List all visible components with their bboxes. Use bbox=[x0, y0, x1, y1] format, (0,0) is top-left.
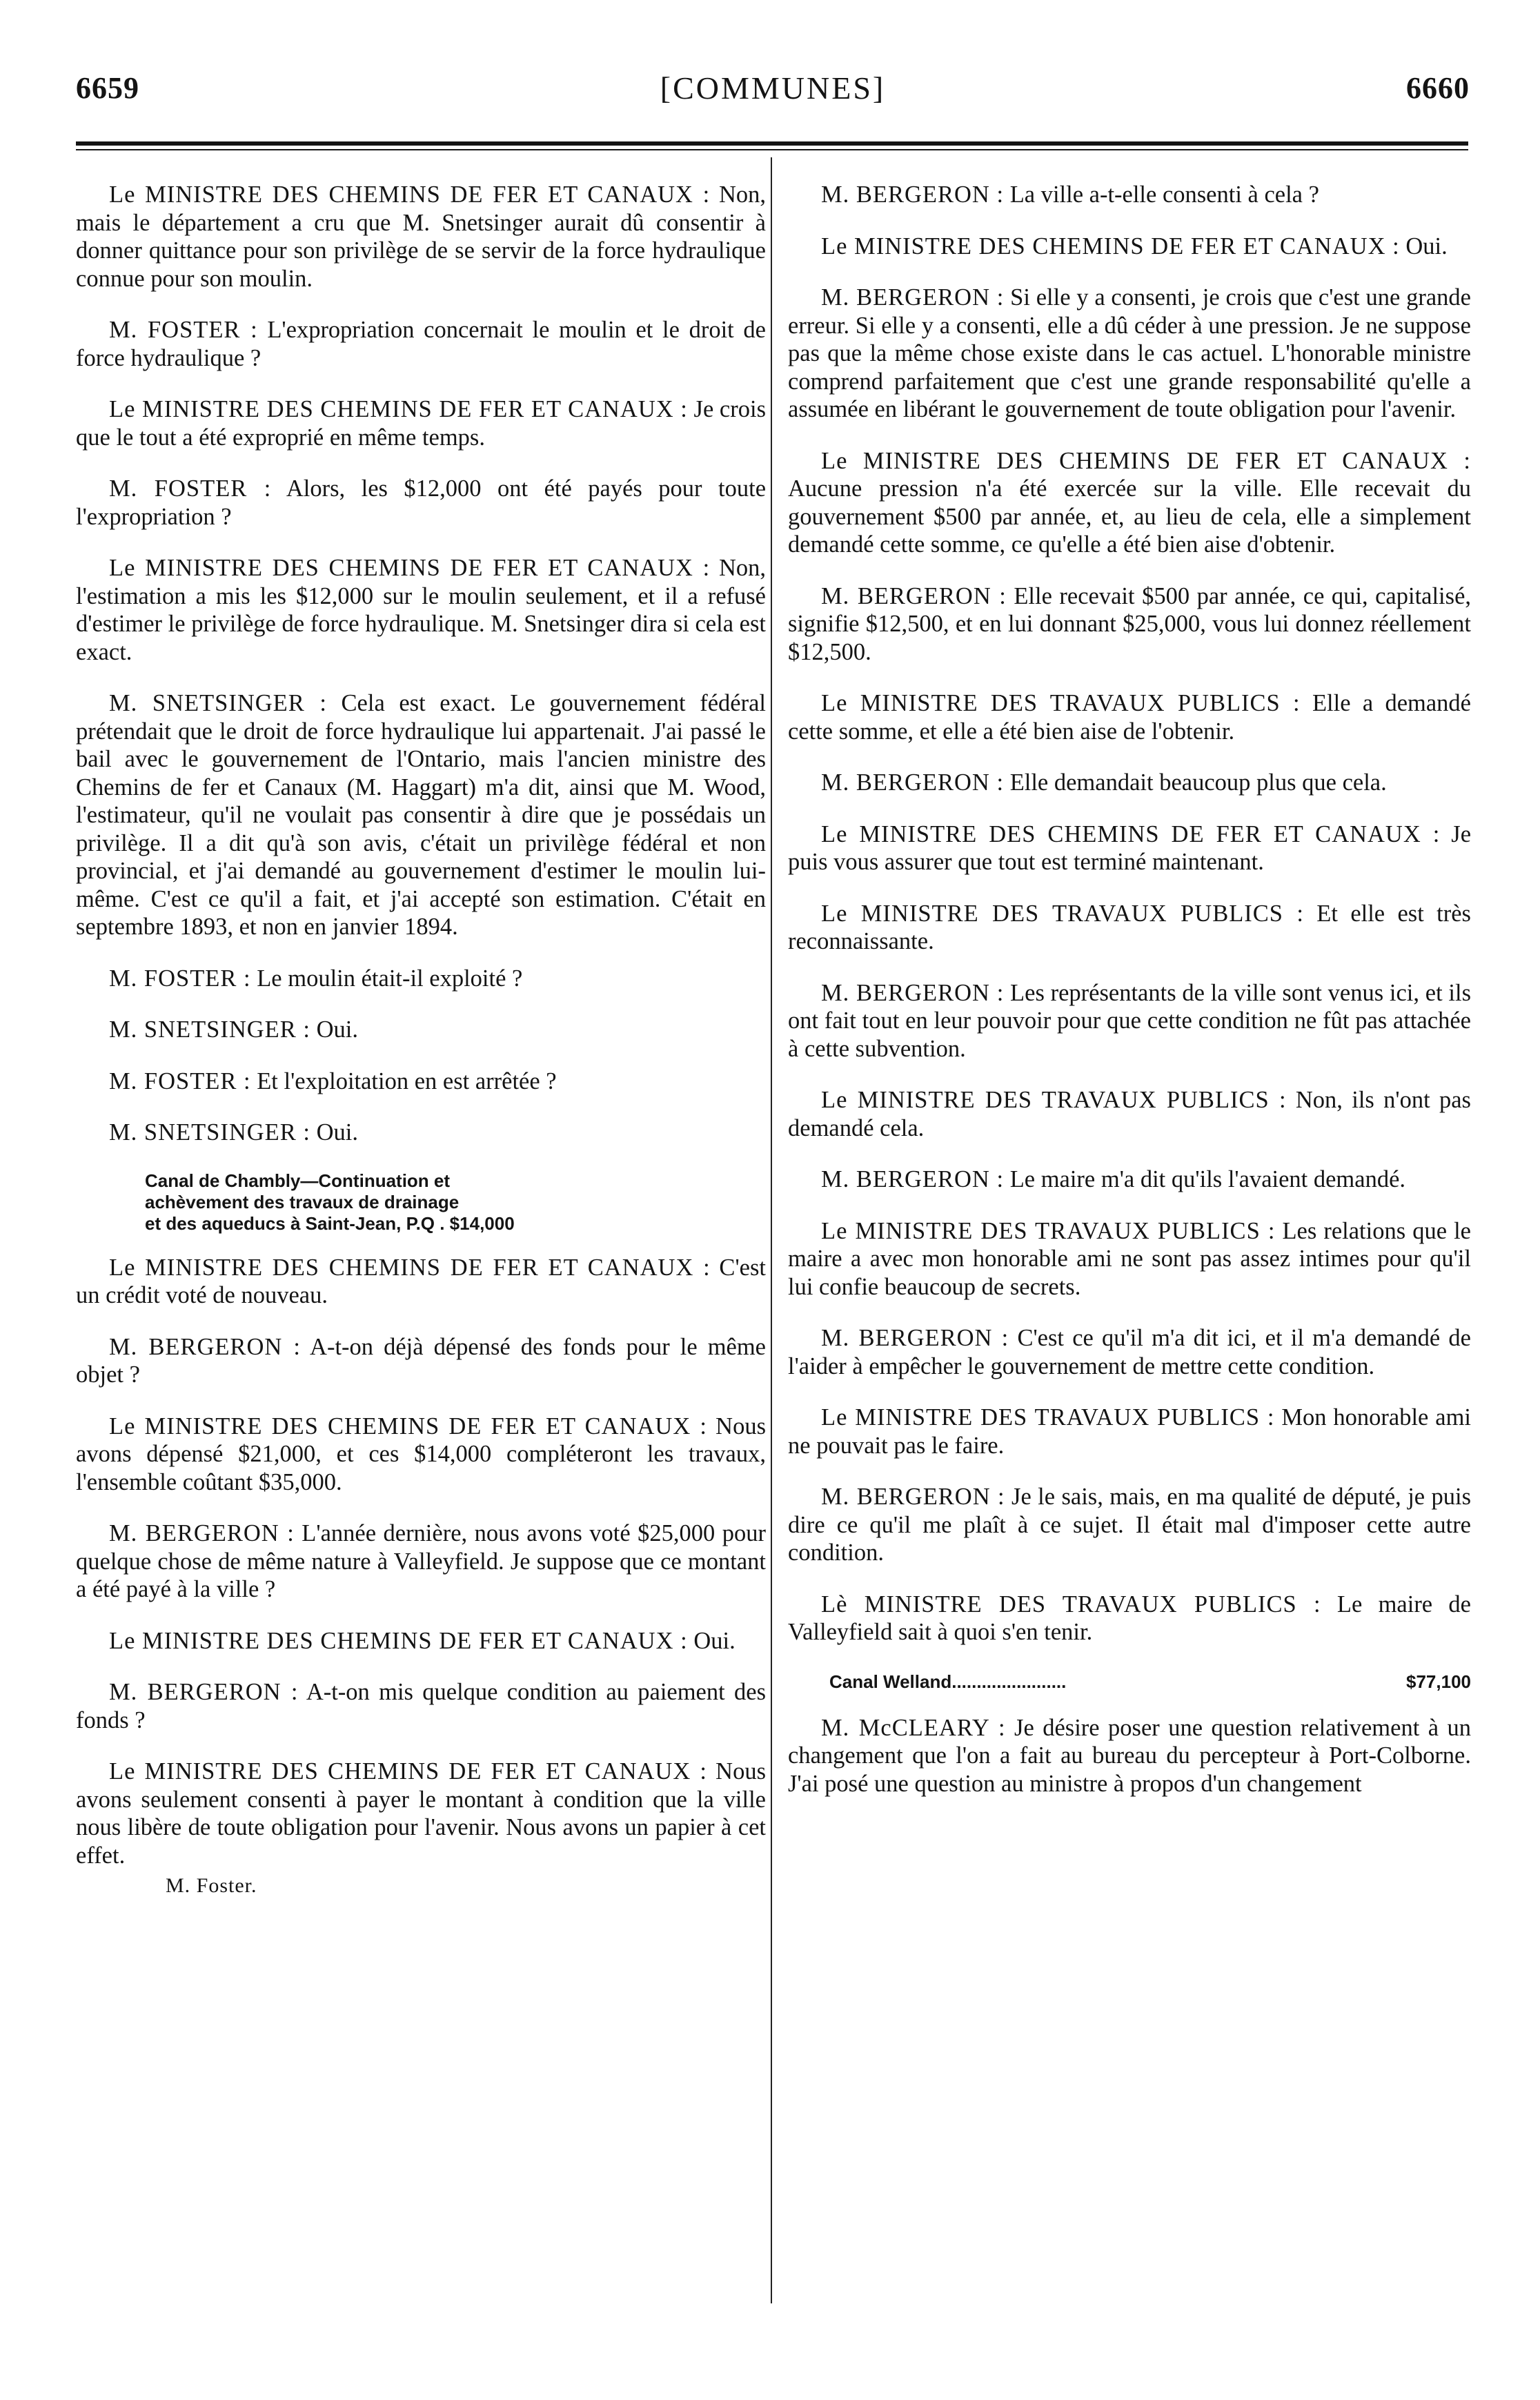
speaker-name: Le MINISTRE DES CHEMINS DE FER ET CANAUX : bbox=[821, 447, 1471, 474]
speech-text: Oui. bbox=[1399, 233, 1448, 259]
speech-paragraph bbox=[76, 475, 766, 531]
left-column bbox=[76, 181, 766, 1900]
speech-text: Les représentants de la ville sont venus ici, et ils ont fait tout en leur pouvoir pour que cette condition ne fût pas attachée à cette subvention. bbox=[788, 979, 1471, 1062]
speech-text: Le maire m'a dit qu'ils l'avaient demandé. bbox=[1004, 1166, 1406, 1192]
speech-text: C'est un crédit voté de nouveau. bbox=[76, 1254, 766, 1308]
header-rule-thin bbox=[76, 149, 1468, 150]
speech-text: Elle recevait $500 par année, ce qui, capitalisé, signifie $12,500, et en lui donnant $25,000, vous lui donnez réellement $12,500. bbox=[788, 582, 1472, 665]
speech-paragraph bbox=[788, 181, 1471, 209]
header-rule-thick bbox=[76, 141, 1468, 146]
speech-text: Je désire poser une question relativement à un changement que l'on a fait au bureau du percepteur à Port-Colborne. J'ai posé une question au ministre à propos d'un changement bbox=[788, 1714, 1471, 1797]
budget-item-amount: $77,100 bbox=[1406, 1671, 1471, 1692]
speaker-name: Le MINISTRE DES CHEMINS DE FER ET CANAUX : bbox=[821, 233, 1400, 259]
speech-text: Oui. bbox=[310, 1016, 358, 1043]
speaker-name: Le MINISTRE DES CHEMINS DE FER ET CANAUX : bbox=[109, 1758, 707, 1784]
speech-paragraph bbox=[788, 1404, 1471, 1459]
speech-paragraph bbox=[788, 284, 1471, 424]
speech-text: Nous avons seulement consenti à payer le montant à condition que la ville nous libère de toute obligation pour l'avenir. Nous avons un papier à cet effet. bbox=[76, 1758, 767, 1869]
speech-text: Cela est exact. Le gouvernement fédéral prétendait que le droit de force hydraulique lui appartenait. J'ai passé le bail avec le gouvernement de l'Ontario, mais l'ancien ministre des Chemins de fer et Canaux (M. Haggart) m'a dit, ainsi que M. Wood, l'estimateur, qu'il ne voulait pas consentir à dire que je possédais un privilège. Il a dit qu'à son avis, c'était un privilège fédéral et non provincial, et j'ai demandé au gouvernement d'estimer le moulin lui-même. C'est ce qu'il a fait, et j'ai accepté son estimation. C'était en septembre 1893, et non en janvier 1894. bbox=[76, 690, 766, 940]
speech-text: Je le sais, mais, en ma qualité de député, je puis dire ce qu'il me plaît à ce sujet. Il était mal d'imposer cette autre condition. bbox=[788, 1484, 1471, 1566]
speech-paragraph bbox=[76, 689, 766, 941]
speaker-name: M. FOSTER : bbox=[109, 475, 272, 502]
speech-paragraph bbox=[788, 1591, 1471, 1646]
speaker-name: M. BERGERON : bbox=[109, 1679, 299, 1705]
speech-text: Alors, les $12,000 ont été payés pour toute l'expropriation ? bbox=[76, 475, 767, 530]
speaker-name: Le MINISTRE DES TRAVAUX PUBLICS : bbox=[821, 690, 1301, 716]
running-title: [COMMUNES] bbox=[660, 70, 886, 106]
speaker-name: M. BERGERON : bbox=[821, 979, 1005, 1006]
speaker-name: Le MINISTRE DES CHEMINS DE FER ET CANAUX : bbox=[821, 820, 1441, 847]
speech-text: Les relations que le maire a avec mon honorable ami ne sont pas assez intimes pour qu'il lui confie beaucoup de secrets. bbox=[788, 1217, 1471, 1300]
speech-text: Et l'exploitation en est arrêtée ? bbox=[250, 1068, 557, 1094]
speaker-name: Le MINISTRE DES TRAVAUX PUBLICS : bbox=[821, 1087, 1287, 1113]
speech-paragraph bbox=[788, 1324, 1471, 1380]
speech-paragraph bbox=[788, 1714, 1471, 1798]
speech-text: Je puis vous assurer que tout est terminé maintenant. bbox=[788, 820, 1472, 875]
speech-paragraph bbox=[788, 820, 1471, 876]
speaker-name: Le MINISTRE DES TRAVAUX PUBLICS : bbox=[821, 900, 1304, 927]
page-header bbox=[76, 63, 1470, 112]
speaker-name: M. BERGERON : bbox=[109, 1520, 295, 1546]
left-paragraphs-a bbox=[76, 181, 766, 1147]
speech-paragraph bbox=[76, 1413, 766, 1497]
speaker-name: M. BERGERON : bbox=[821, 181, 1005, 208]
speaker-name: M. BERGERON : bbox=[821, 582, 1007, 609]
speech-paragraph bbox=[76, 1758, 766, 1869]
speaker-name: M. FOSTER : bbox=[109, 965, 251, 992]
speech-paragraph bbox=[788, 582, 1471, 667]
speaker-name: M. BERGERON : bbox=[821, 1325, 1009, 1351]
speaker-name: M. SNETSINGER : bbox=[109, 1119, 310, 1145]
speech-text: A-t-on déjà dépensé des fonds pour le même objet ? bbox=[76, 1333, 766, 1388]
speech-paragraph bbox=[788, 1086, 1471, 1142]
speaker-name: M. FOSTER : bbox=[109, 1068, 251, 1094]
speaker-name: Le MINISTRE DES CHEMINS DE FER ET CANAUX : bbox=[109, 181, 711, 208]
speech-text: L'expropriation concernait le moulin et le droit de force hydraulique ? bbox=[76, 317, 766, 371]
speech-text: Oui. bbox=[310, 1119, 358, 1145]
speech-paragraph bbox=[76, 395, 766, 451]
speaker-name: M. BERGERON : bbox=[109, 1333, 301, 1360]
speaker-name: Le MINISTRE DES TRAVAUX PUBLICS : bbox=[821, 1217, 1276, 1244]
budget-item-line: et des aqueducs à Saint-Jean, P.Q . $14,000 bbox=[145, 1212, 515, 1234]
speech-paragraph bbox=[788, 1165, 1471, 1194]
speech-paragraph bbox=[76, 1333, 766, 1389]
right-column bbox=[788, 181, 1471, 1821]
speech-paragraph bbox=[788, 233, 1471, 261]
speaker-name: M. SNETSINGER : bbox=[109, 690, 327, 716]
speech-text: Non, mais le département a cru que M. Snetsinger aurait dû consentir à donner quittance pour son privilège de se servir de la force hydraulique connue pour son moulin. bbox=[76, 181, 766, 292]
speaker-name: M. BERGERON : bbox=[821, 769, 1005, 796]
speech-paragraph bbox=[788, 1483, 1471, 1567]
signature-foster: M. Foster. bbox=[166, 1874, 257, 1897]
speaker-name: M. FOSTER : bbox=[109, 317, 258, 343]
speech-text: Elle a demandé cette somme, et elle a été bien aise de l'obtenir. bbox=[788, 690, 1471, 745]
speaker-name: Le MINISTRE DES CHEMINS DE FER ET CANAUX : bbox=[109, 1254, 711, 1281]
speech-text: Si elle y a consenti, je crois que c'est une grande erreur. Si elle y a consenti, elle a dû céder à une pression. Je ne suppose pas que la même chose existe dans le cas actuel. L'honorable ministre comprend parfaitement que c'est une grande responsabilité qu'elle a assumée en libérant le gouvernement de toute obligation pour l'avenir. bbox=[788, 284, 1471, 422]
speech-text: Non, ils n'ont pas demandé cela. bbox=[788, 1087, 1471, 1141]
speech-paragraph bbox=[788, 1217, 1471, 1301]
speech-text: La ville a-t-elle consenti à cela ? bbox=[1004, 181, 1319, 208]
speech-paragraph bbox=[76, 1016, 766, 1044]
right-paragraphs-a bbox=[788, 181, 1471, 1646]
speech-paragraph bbox=[76, 554, 766, 666]
speaker-name: Le MINISTRE DES CHEMINS DE FER ET CANAUX : bbox=[109, 555, 711, 581]
speech-paragraph bbox=[788, 447, 1471, 559]
speaker-name: Le MINISTRE DES CHEMINS DE FER ET CANAUX : bbox=[109, 1627, 688, 1654]
speech-text: Et elle est très reconnaissante. bbox=[788, 900, 1471, 954]
speech-paragraph bbox=[76, 316, 766, 372]
speech-text: Oui. bbox=[687, 1627, 736, 1654]
speech-text: Mon honorable ami ne pouvait pas le faire. bbox=[788, 1404, 1471, 1459]
speech-text: Je crois que le tout a été exproprié en même temps. bbox=[76, 396, 766, 451]
speaker-name: M. BERGERON : bbox=[821, 1484, 1005, 1510]
speaker-name: M. BERGERON : bbox=[821, 1166, 1005, 1192]
speech-paragraph bbox=[76, 1627, 766, 1655]
speech-paragraph bbox=[788, 900, 1471, 956]
speech-text: Aucune pression n'a été exercée sur la ville. Elle recevait du gouvernement $500 par année, et, au lieu de cela, elle a simplement demandé cette somme, ce qu'elle a été bien aise d'obtenir. bbox=[788, 475, 1471, 558]
speech-paragraph bbox=[76, 1678, 766, 1734]
speaker-name: Le MINISTRE DES CHEMINS DE FER ET CANAUX : bbox=[109, 1413, 707, 1439]
speech-paragraph bbox=[788, 979, 1471, 1063]
speech-text: A-t-on mis quelque condition au paiement des fonds ? bbox=[76, 1679, 766, 1733]
speaker-name: M. McCLEARY : bbox=[821, 1714, 1006, 1741]
speaker-name: Le MINISTRE DES TRAVAUX PUBLICS : bbox=[821, 1404, 1275, 1430]
left-page-number: 6659 bbox=[76, 70, 139, 105]
budget-item-welland bbox=[788, 1670, 1471, 1693]
speech-paragraph bbox=[76, 181, 766, 293]
right-paragraphs-b bbox=[788, 1714, 1471, 1798]
speech-text: Le maire de Valleyfield sait à quoi s'en tenir. bbox=[788, 1591, 1471, 1645]
column-divider bbox=[771, 157, 772, 2303]
budget-item-line: achèvement des travaux de drainage bbox=[145, 1191, 460, 1212]
speaker-name: M. SNETSINGER : bbox=[109, 1016, 310, 1043]
speech-paragraph bbox=[788, 769, 1471, 797]
speech-paragraph bbox=[788, 689, 1471, 745]
speech-paragraph bbox=[76, 1068, 766, 1096]
speech-text: Nous avons dépensé $21,000, et ces $14,000 compléteront les travaux, l'ensemble coûtant $35,000. bbox=[76, 1413, 767, 1495]
speech-text: Elle demandait beaucoup plus que cela. bbox=[1004, 769, 1387, 796]
speech-paragraph bbox=[76, 1519, 766, 1604]
speech-paragraph bbox=[76, 965, 766, 993]
speech-paragraph bbox=[76, 1254, 766, 1310]
speech-text: C'est ce qu'il m'a dit ici, et il m'a demandé de l'aider à empêcher le gouvernement de mettre cette condition. bbox=[788, 1325, 1471, 1379]
right-page-number: 6660 bbox=[1406, 70, 1470, 105]
speech-text: L'année dernière, nous avons voté $25,000 pour quelque chose de même nature à Valleyfield. Je suppose que ce montant a été payé à la ville ? bbox=[76, 1520, 767, 1602]
budget-item-label: Canal Welland....................... bbox=[829, 1671, 1067, 1692]
speaker-name: Le MINISTRE DES CHEMINS DE FER ET CANAUX : bbox=[109, 396, 688, 422]
left-paragraphs-b bbox=[76, 1254, 766, 1870]
speaker-name: Lè MINISTRE DES TRAVAUX PUBLICS : bbox=[821, 1591, 1321, 1617]
speaker-name: M. BERGERON : bbox=[821, 284, 1005, 311]
speech-paragraph bbox=[76, 1119, 766, 1147]
speech-text: Non, l'estimation a mis les $12,000 sur le moulin seulement, et il a refusé d'estimer le privilège de force hydraulique. M. Snetsinger dira si cela est exact. bbox=[76, 555, 766, 665]
budget-item-chambly bbox=[145, 1170, 766, 1235]
speech-text: Le moulin était-il exploité ? bbox=[250, 965, 523, 992]
budget-item-line: Canal de Chambly—Continuation et bbox=[145, 1170, 451, 1191]
